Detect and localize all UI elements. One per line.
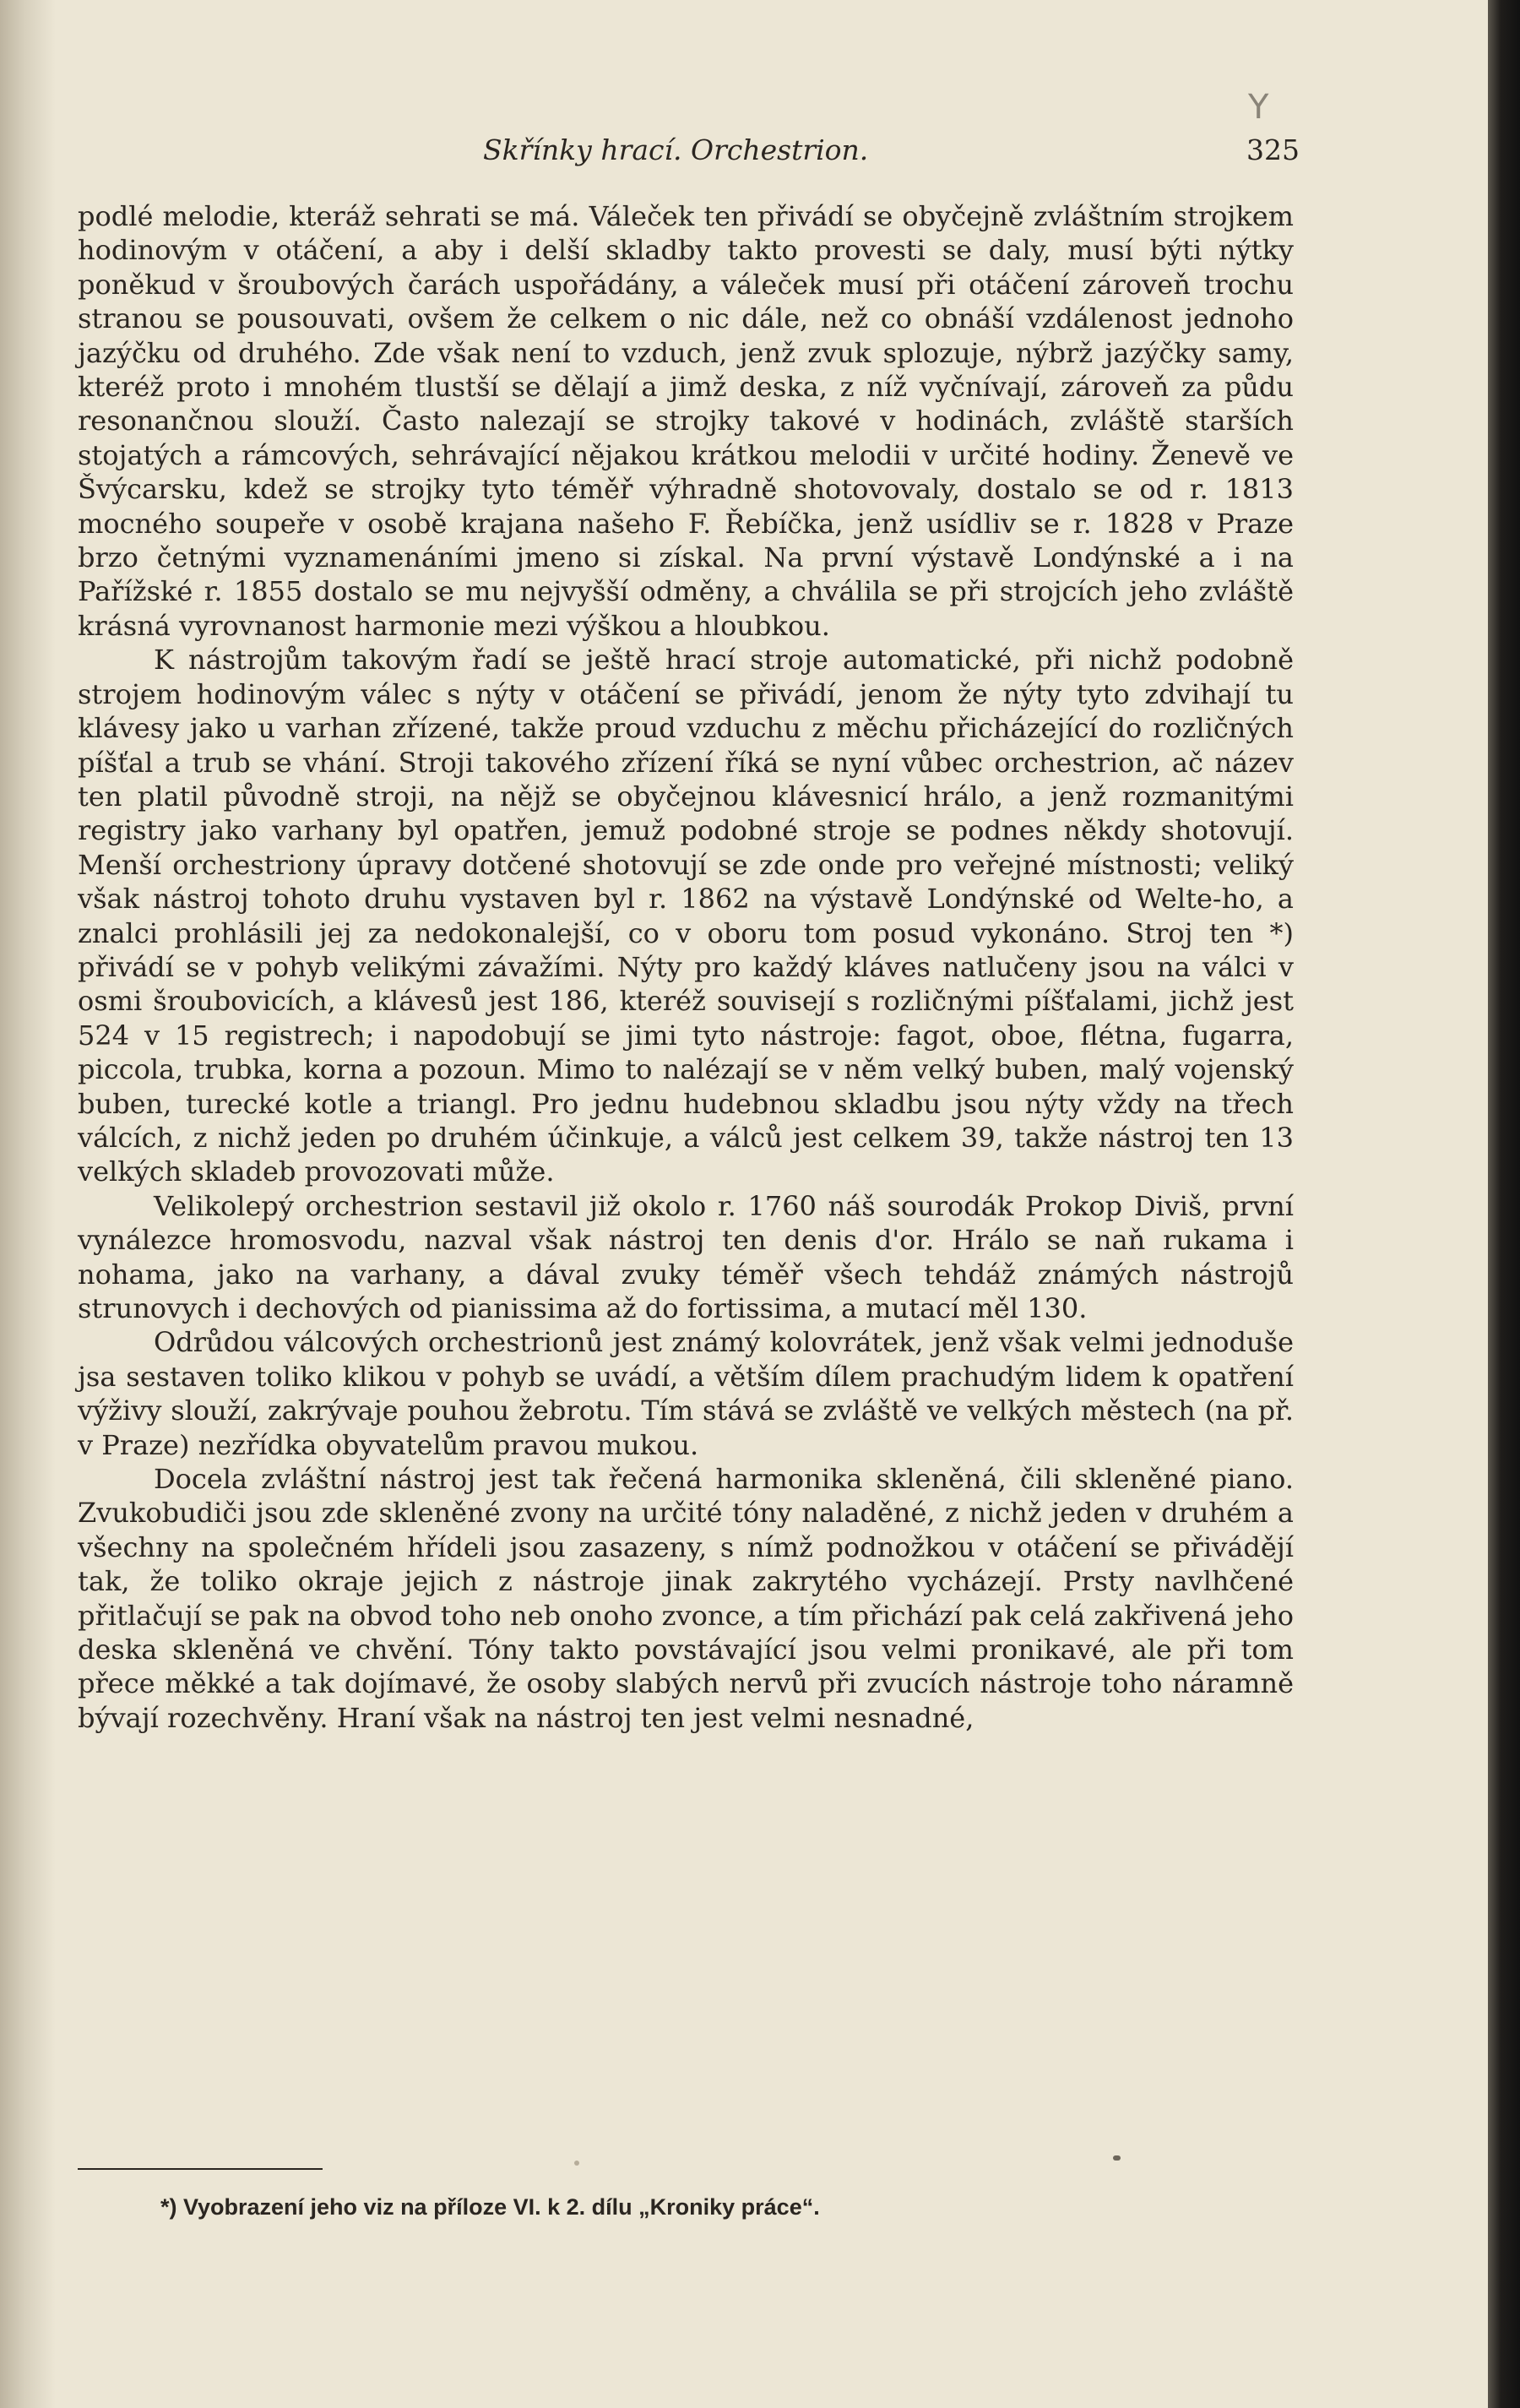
margin-pencil-mark: Y bbox=[1248, 88, 1269, 127]
paragraph-4: Odrůdou válcových orchestrionů jest známý kolovrátek, jenž však velmi jednoduše jsa sestaven toliko klikou v pohyb se uvádí, a větším dílem prachudým lidem k opatření výživy slouží, zakrývaje pouhou žebrotu. Tím stává se zvláště ve velkých městech (na př. v Praze) nezřídka obyvatelům pravou mukou. bbox=[78, 1326, 1294, 1461]
paragraph-2: K nástrojům takovým řadí se ještě hrací stroje automatické, při nichž podobně strojem hodinovým válec s nýty v otáčení se přivádí, jenom že nýty tyto zdvihají tu klávesy jako u varhan zřízené, takže proud vzduchu z měchu přicházející do rozličných píšťal a trub se vhání. Stroji takového zřízení říká se nyní vůbec orchestrion, ač název ten platil původně stroji, na nějž se obyčejnou klávesnicí hrálo, a jenž rozmanitými registry jako varhany byl opatřen, jemuž podobné stroje se podnes někdy shotovují. Menší orchestriony úpravy dotčené shotovují se zde onde pro veřejné místnosti; veliký však nástroj tohoto druhu vystaven byl r. 1862 na výstavě Londýnské od Welte-ho, a znalci prohlásili jej za nedokonalejší, co v oboru tom posud vykonáno. Stroj ten *) přivádí se v pohyb velikými závažími. Nýty pro každý kláves natlučeny jsou na válci v osmi šroubovicích, a klávesů jest 186, kteréž souvisejí s rozličnými píšťalami, jichž jest 524 v 15 registrech; i napodobují se jimi tyto nástroje: fagot, oboe, flétna, fugarra, piccola, trubka, korna a pozoun. Mimo to nalézají se v něm velký buben, malý vojenský buben, turecké kotle a triangl. Pro jednu hudebnou skladbu jsou nýty vždy na třech válcích, z nichž jeden po druhém účinkuje, a válců jest celkem 39, takže nástroj ten 13 velkých skladeb provozovati může. bbox=[78, 644, 1294, 1188]
page-header bbox=[0, 133, 1488, 181]
footnote-rule bbox=[78, 2168, 323, 2170]
paragraph-3: Velikolepý orchestrion sestavil již okolo r. 1760 náš sourodák Prokop Diviš, první vynálezce hromosvodu, nazval však nástroj ten denis d'or. Hrálo se naň rukama i nohama, jako na varhany, a dával zvuky téměř všech tehdáž známých nástrojů strunovych i dechových od pianissima až do fortissima, a mutací měl 130. bbox=[78, 1189, 1294, 1324]
paper-speck bbox=[1113, 2155, 1121, 2161]
page-number: 325 bbox=[1246, 133, 1300, 166]
paragraph-1: podlé melodie, kteráž sehrati se má. Váleček ten přivádí se obyčejně zvláštním strojkem hodinovým v otáčení, a aby i delší skladby takto provesti se daly, musí býti nýtky poněkud v šroubových čarách uspořádány, a váleček musí při otáčení zároveň trochu stranou se pousouvati, ovšem že celkem o nic dále, než co obnáší vzdálenost jednoho jazýčku od druhého. Zde však není to vzduch, jenž zvuk splozuje, nýbrž jazýčky samy, kteréž proto i mnohém tlustší se dělají a jimž deska, z níž vyčnívají, zároveň za půdu resonančnou slouží. Často nalezají se strojky takové v hodinách, zvláště starších stojatých a rámcových, sehrávající nějakou krátkou melodii v určité hodiny. Ženevě ve Švýcarsku, kdež se strojky tyto téměř výhradně shotovovaly, dostalo se od r. 1813 mocného soupeře v osobě krajana našeho F. Řebíčka, jenž usídliv se r. 1828 v Praze brzo četnými vyznamenáními jmeno si získal. Na první výstavě Londýnské a i na Pařížské r. 1855 dostalo se mu nejvyšší odměny, a chválila se při strojcích jeho zvláště krásná vyrovnanost harmonie mezi výškou a hloubkou. bbox=[78, 200, 1294, 642]
running-head: Skřínky hrací. Orchestrion. bbox=[483, 133, 869, 166]
page-gutter bbox=[0, 0, 56, 2408]
scan-edge bbox=[1488, 0, 1520, 2408]
paragraph-5: Docela zvláštní nástroj jest tak řečená harmonika skleněná, čili skleněné piano. Zvukobudiči jsou zde skleněné zvony na určité tóny naladěné, z nichž jeden v druhém a všechny na společném hřídeli jsou zasazeny, s nímž podnožkou v otáčení se přivádějí tak, že toliko okraje jejich z nástroje jinak zakrytého vycházejí. Prsty navlhčené přitlačují se pak na obvod toho neb onoho zvonce, a tím přichází pak celá zakřivená jeho deska skleněná ve chvění. Tóny takto povstávající jsou velmi pronikavé, ale při tom přece měkké a tak dojímavé, že osoby slabých nervů při zvucích nástroje toho náramně bývají rozechvěny. Hraní však na nástroj ten jest velmi nesnadné, bbox=[78, 1463, 1294, 1734]
paper-speck bbox=[574, 2161, 579, 2166]
footnote: *) Vyobrazení jeho viz na příloze VI. k 2. dílu „Kroniky práce“. bbox=[160, 2194, 820, 2220]
body-text bbox=[78, 199, 1294, 1735]
